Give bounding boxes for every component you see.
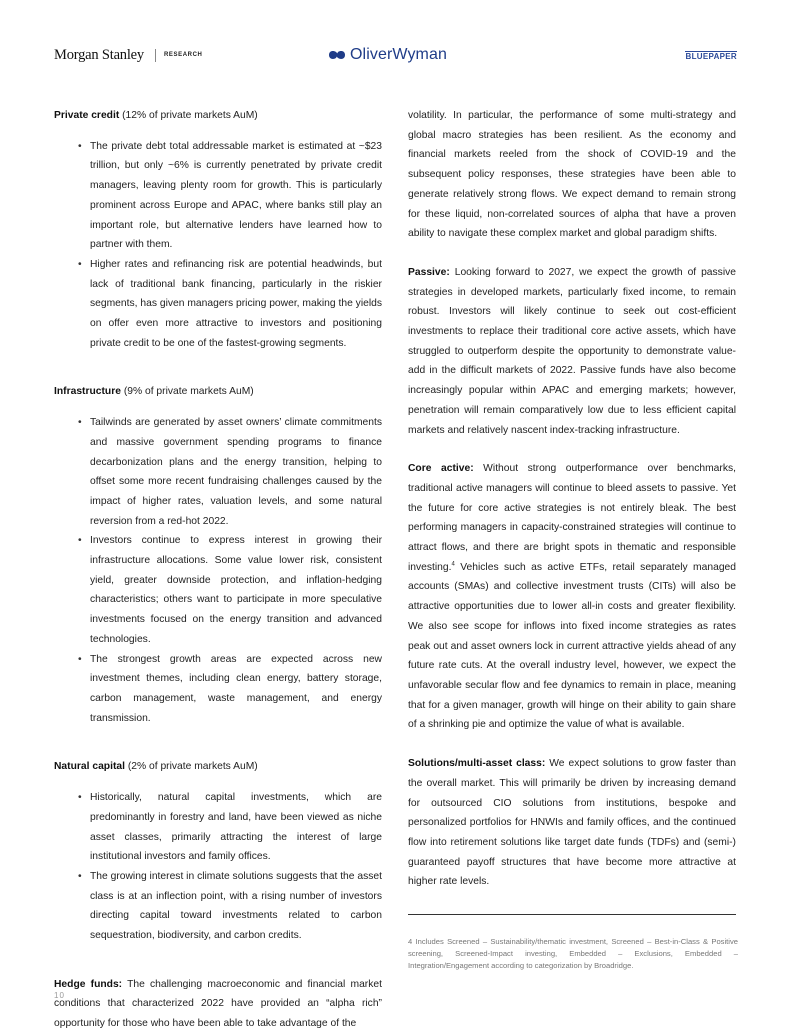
private-credit-subtitle: (12% of private markets AuM) <box>119 110 258 121</box>
footnote: 4 Includes Screened – Sustainability/thematic investment, Screened – Best-in-Class & Positive screening, Screened-Impact investing, Embedded – Exclusions, Embedded – Integration/Engagement according to categorization by Broadridge. <box>408 937 738 971</box>
right-column <box>408 106 736 892</box>
oliver-wyman-icon <box>328 49 346 61</box>
passive-title: Passive: <box>408 266 450 278</box>
hedge-funds-text: The challenging macroeconomic and financial market conditions that characterized 2022 have provided an “alpha rich” opportunity for those who have been able to take advantage of the <box>54 978 382 1030</box>
passive-text: Looking forward to 2027, we expect the growth of passive strategies in developed markets, particularly fixed income, to remain robust. Investors will likely continue to seek out cost-efficient investments to replace their traditional core active assets, which have struggled to outperform despite the opportunity to demonstrate value-add in the difficult markets of 2022. Passive funds have also become increasingly popular within APAC and emerging markets; however, penetration will remain comparatively low due to less efficient capital markets and relatively nascent index-tracking infrastructure. <box>408 266 736 436</box>
infrastructure-list <box>54 413 382 728</box>
list-item: • Investors continue to express interest in growing their infrastructure allocations. Some value lower risk, consistent yield, greater downside protection, and inflation-hedging characteristics; others want to participate in more speculative investments focused on the energy transition and advanced technologies. <box>90 531 382 649</box>
infrastructure-subtitle: (9% of private markets AuM) <box>120 386 254 398</box>
natural-capital-title: Natural capital <box>54 761 125 773</box>
page-header <box>54 46 737 68</box>
footnote-rule <box>408 914 736 915</box>
footnote-ref: 4 <box>451 561 455 568</box>
core-active-title: Core active: <box>408 463 474 475</box>
hedge-funds-continuation: volatility. In particular, the performance of some multi-strategy and global macro strategies has been resilient. As the economy and financial markets reeled from the shock of COVID-19 and the subsequent policy responses, these strategies have been able to generate relatively strong flows. We expect demand to remain strong for these liquid, non-correlated sources of alpha that have a proven ability to navigate these complex market and global paradigm shifts. <box>408 110 736 240</box>
bluepaper-label: BLUEPAPER <box>685 52 737 61</box>
list-item: • Higher rates and refinancing risk are potential headwinds, but lack of traditional bank financing, particularly in the riskier segments, has given managers pricing power, making the yields on offer even more attractive to investors and positioning private credit to be one of the fastest-growing segments. <box>90 255 382 354</box>
oliver-wyman-wordmark: OliverWyman <box>350 46 447 63</box>
list-item: • Tailwinds are generated by asset owners’ climate commitments and massive government spending programs to finance decarbonization plans and the energy transition, helping to offset some more recent fundraising challenges caused by the impact of higher rates, valuation levels, and some natural reversion from a red-hot 2022. <box>90 413 382 531</box>
core-active-text-b: Vehicles such as active ETFs, retail separately managed accounts (SMAs) and collective investment trusts (CITs) will also be attractive opportunities due to lower all-in costs and greater flexibility. We also see scope for inflows into fixed income strategies as rates peak out and asset owners lock in current attractive yields ahead of any future rate cuts. At the overall industry level, however, we expect the unfavorable secular flow and fee dynamics to remain in place, meaning that for a given manager, growth will hinge on their ability to gain share of a shrinking pie and optimize the value of what is available. <box>408 561 736 731</box>
morgan-stanley-logo: Morgan Stanley <box>54 47 144 63</box>
header-divider <box>155 49 156 62</box>
natural-capital-subtitle: (2% of private markets AuM) <box>124 761 258 773</box>
private-credit-title: Private credit <box>54 110 120 121</box>
solutions-paragraph <box>408 754 736 892</box>
natural-capital-list <box>54 788 382 946</box>
solutions-text: We expect solutions to grow faster than the overall market. This will primarily be driven by increasing demand for outsourced CIO solutions from institutions, bespoke and personalized portfolios for HNWIs and family offices, and the continued flow into retirement solutions like target date funds (TDFs) and (semi-) guaranteed payoff structures that have become more attractive at higher rate levels. <box>408 758 736 888</box>
list-item: • The growing interest in climate solutions suggests that the asset class is at an inflection point, with a rising number of investors directing capital toward investments related to carbon sequestration, biodiversity, and carbon credits. <box>90 867 382 946</box>
infrastructure-title: Infrastructure <box>54 386 121 398</box>
core-active-paragraph <box>408 459 736 735</box>
private-credit-list <box>54 137 382 354</box>
infrastructure-heading <box>54 382 382 402</box>
solutions-title: Solutions/multi-asset class: <box>408 758 546 770</box>
left-column <box>54 106 382 1034</box>
hedge-funds-paragraph <box>54 975 382 1034</box>
list-item: • The private debt total addressable market is estimated at ~$23 trillion, but only ~6% is currently penetrated by private credit managers, leaving plenty room for growth. This is particularly prominent across Europe and APAC, where banks still play an important role, but alternative lenders have learned how to partner with them. <box>90 137 382 255</box>
natural-capital-heading <box>54 757 382 777</box>
private-credit-heading <box>54 106 382 126</box>
list-item: • Historically, natural capital investments, which are predominantly in forestry and land, have been viewed as niche asset classes, primarily attracting the interest of large institutional investors and family offices. <box>90 788 382 867</box>
hedge-funds-title: Hedge funds: <box>54 978 123 990</box>
list-item: • The strongest growth areas are expected across new investment themes, including clean energy, battery storage, carbon management, waste management, and energy transmission. <box>90 650 382 729</box>
core-active-text-a: Without strong outperformance over benchmarks, traditional active managers will continue to bleed assets to passive. Yet the future for core active strategies is not entirely bleak. The best performing managers in capacity-constrained strategies will continue to attract flows, and there are bright spots in thematic and responsible investing. <box>408 463 736 573</box>
passive-paragraph <box>408 263 736 440</box>
research-label: RESEARCH <box>164 52 203 58</box>
page-number: 10 <box>54 991 65 1000</box>
